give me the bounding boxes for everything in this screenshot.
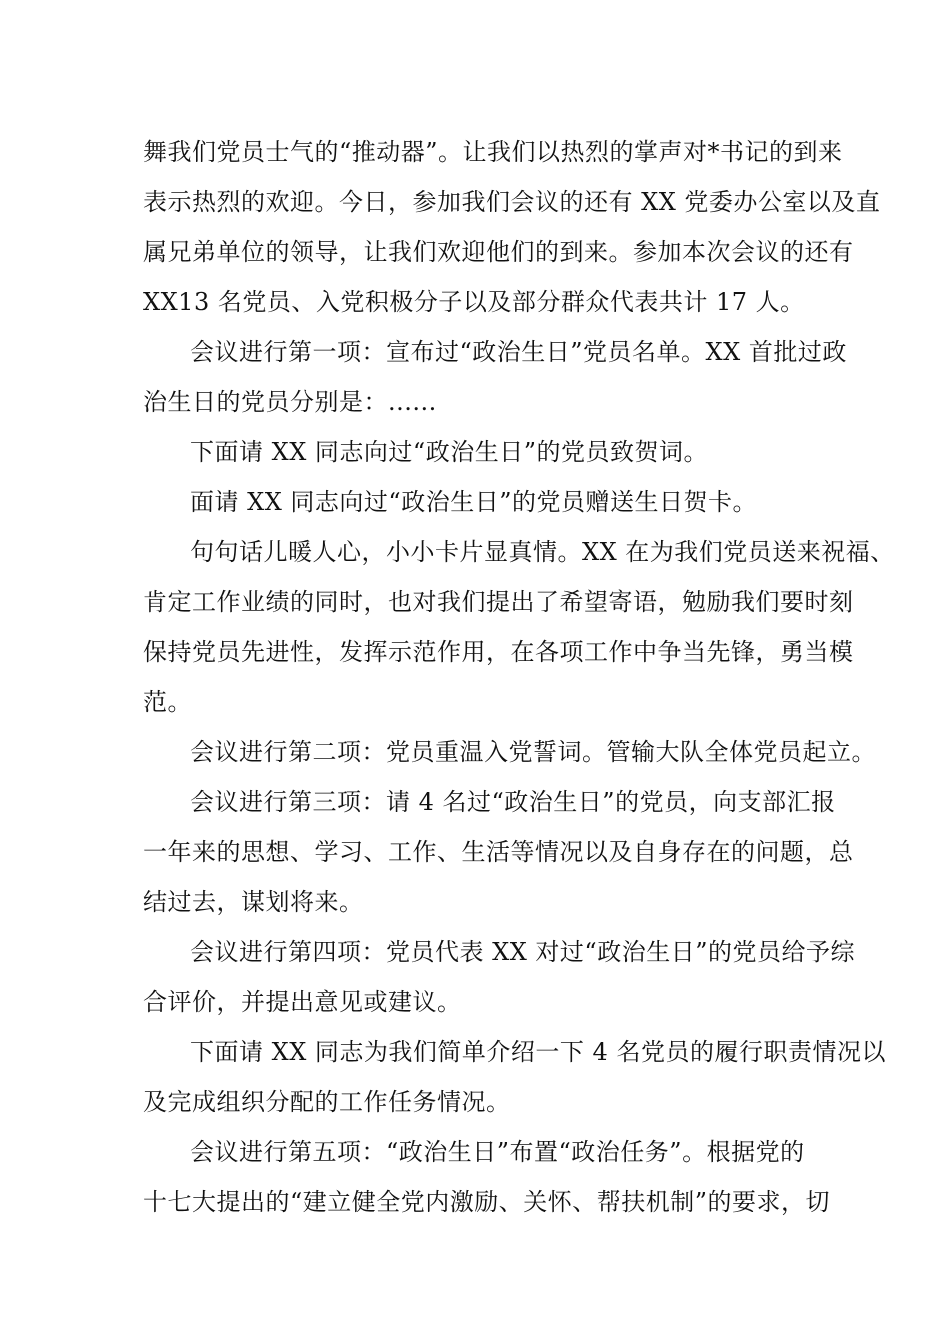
paragraph-first-line: 会议进行第五项：“政治生日”布置“政治任务”。根据党的: [190, 1138, 805, 1166]
paragraph-first-line: 下面请 XX 同志为我们简单介绍一下 4 名党员的履行职责情况以: [190, 1038, 886, 1066]
paragraph-first-line: 会议进行第三项：请 4 名过“政治生日”的党员，向支部汇报: [190, 788, 836, 816]
paragraph-first-line: 句句话儿暖人心，小小卡片显真情。XX 在为我们党员送来祝福、: [190, 538, 895, 566]
paragraph-first-line: 会议进行第四项：党员代表 XX 对过“政治生日”的党员给予综: [190, 938, 855, 966]
paragraph-first-line: 会议进行第一项：宣布过“政治生日”党员名单。XX 首批过政: [190, 338, 847, 366]
paragraph-first-line: 下面请 XX 同志向过“政治生日”的党员致贺词。: [190, 438, 708, 466]
text-line: 合评价，并提出意见或建议。: [143, 988, 462, 1016]
text-line: 肯定工作业绩的同时，也对我们提出了希望寄语，勉励我们要时刻: [143, 588, 854, 616]
text-line: 范。: [143, 688, 192, 716]
text-line: XX13 名党员、入党积极分子以及部分群众代表共计 17 人。: [143, 288, 805, 316]
paragraph-first-line: 会议进行第二项：党员重温入党誓词。管输大队全体党员起立。: [190, 738, 876, 766]
text-line: 及完成组织分配的工作任务情况。: [143, 1088, 511, 1116]
text-line: 十七大提出的“建立健全党内激励、关怀、帮扶机制”的要求，切: [143, 1188, 831, 1216]
text-line: 治生日的党员分别是：......: [143, 388, 437, 416]
paragraph-first-line: 面请 XX 同志向过“政治生日”的党员赠送生日贺卡。: [190, 488, 757, 516]
text-line: 一年来的思想、学习、工作、生活等情况以及自身存在的问题，总: [143, 838, 854, 866]
text-line: 属兄弟单位的领导，让我们欢迎他们的到来。参加本次会议的还有: [143, 238, 854, 266]
text-line: 保持党员先进性，发挥示范作用，在各项工作中争当先锋，勇当模: [143, 638, 854, 666]
text-line: 表示热烈的欢迎。今日，参加我们会议的还有 XX 党委办公室以及直: [143, 188, 881, 216]
text-line: 舞我们党员士气的“推动器”。让我们以热烈的掌声对*书记的到来: [143, 138, 843, 166]
text-line: 结过去，谋划将来。: [143, 888, 364, 916]
